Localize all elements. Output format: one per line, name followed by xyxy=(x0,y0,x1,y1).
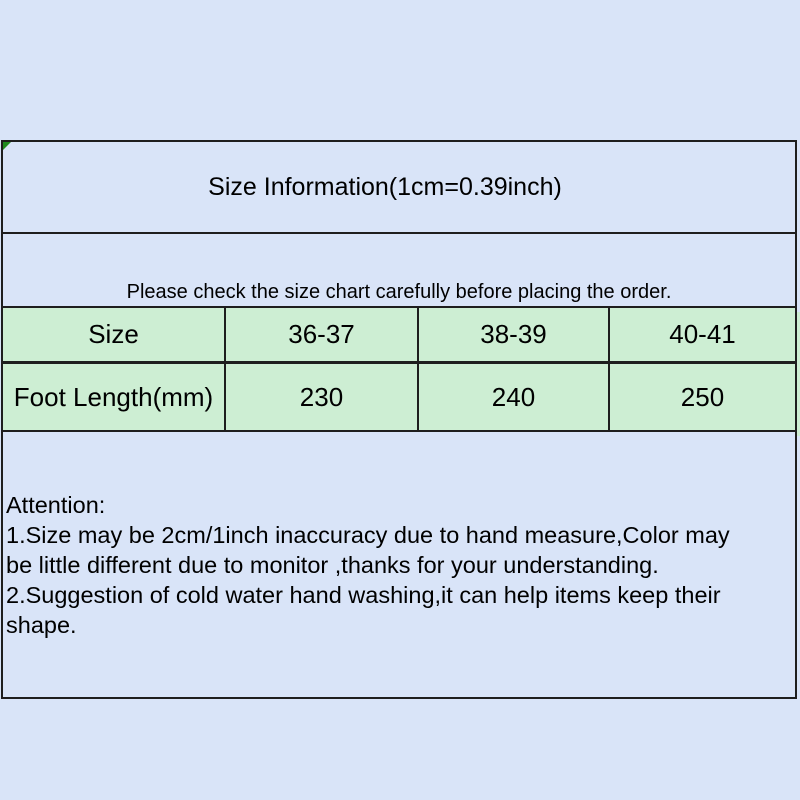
attention-heading: Attention: xyxy=(6,491,106,518)
size-info-panel xyxy=(1,140,797,699)
table-cell-foot-length-label: Foot Length(mm) xyxy=(3,364,226,430)
attention-line-1: 1.Size may be 2cm/1inch inaccuracy due to hand measure,Color may xyxy=(6,521,730,548)
size-chart-notice: Please check the size chart carefully before placing the order. xyxy=(126,281,672,303)
attention-section xyxy=(3,432,795,697)
notice-section xyxy=(3,234,795,308)
page-title: Size Information(1cm=0.39inch) xyxy=(208,172,562,201)
table-cell-foot-length-240: 240 xyxy=(419,364,610,430)
attention-line-3: 2.Suggestion of cold water hand washing,it can help items keep their xyxy=(6,581,721,608)
green-corner-mark xyxy=(3,142,11,150)
attention-line-4: shape. xyxy=(6,611,77,638)
table-header-cell-size: Size xyxy=(3,308,226,364)
size-table xyxy=(3,308,795,432)
table-header-cell-40-41: 40-41 xyxy=(610,308,795,364)
table-cell-foot-length-230: 230 xyxy=(226,364,419,430)
table-header-cell-38-39: 38-39 xyxy=(419,308,610,364)
title-section xyxy=(3,142,795,234)
table-cell-foot-length-250: 250 xyxy=(610,364,795,430)
attention-line-2: be little different due to monitor ,thanks for your understanding. xyxy=(6,551,659,578)
table-header-cell-36-37: 36-37 xyxy=(226,308,419,364)
